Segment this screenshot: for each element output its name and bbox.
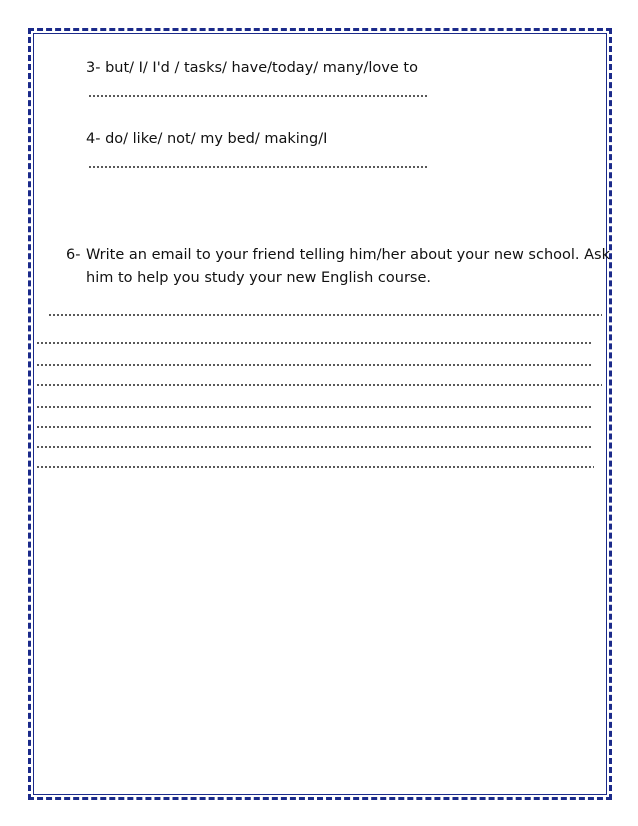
writing-line[interactable]: [36, 342, 592, 344]
writing-line[interactable]: [48, 314, 602, 316]
task-6-line-1: Write an email to your friend telling him/her about your new school. Ask: [86, 247, 610, 263]
question-4-prompt: 4- do/ like/ not/ my bed/ making/I: [86, 131, 328, 147]
answer-line-q4[interactable]: [88, 166, 428, 168]
writing-line[interactable]: [36, 446, 592, 448]
writing-line[interactable]: [36, 466, 594, 468]
writing-line[interactable]: [36, 426, 592, 428]
question-3-prompt: 3- but/ I/ I'd / tasks/ have/today/ many/love to: [86, 60, 418, 76]
writing-line[interactable]: [36, 384, 602, 386]
answer-line-q3[interactable]: [88, 95, 428, 97]
task-6-line-2: him to help you study your new English course.: [86, 270, 431, 286]
writing-line[interactable]: [36, 364, 592, 366]
task-6-number: 6-: [66, 247, 81, 263]
writing-line[interactable]: [36, 406, 592, 408]
